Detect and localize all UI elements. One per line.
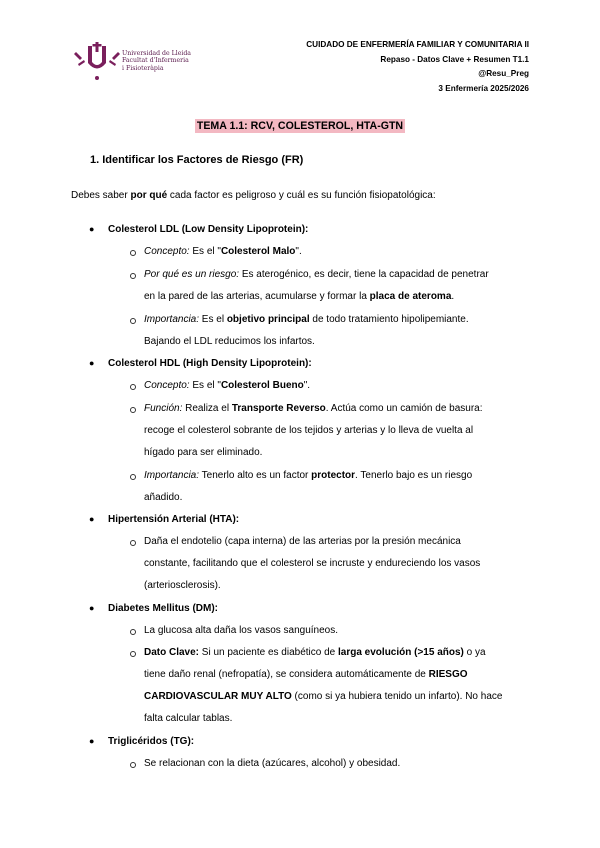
ldl-concept-label: Concepto: bbox=[144, 246, 190, 257]
hdl-func-label: Función: bbox=[144, 403, 183, 414]
logo-line-2: Facultat d'Infermeria bbox=[122, 57, 189, 65]
header-year: 3 Enfermería 2025/2026 bbox=[438, 83, 529, 93]
hdl-concept-end: ". bbox=[303, 380, 311, 391]
ldl-concept-end: ". bbox=[295, 246, 302, 257]
section-heading: 1. Identificar los Factores de Riesgo (FR) bbox=[90, 154, 304, 166]
item-tg-title bbox=[108, 736, 194, 747]
bullet-icon: ● bbox=[89, 736, 95, 746]
hdl-imp-end: . Tenerlo bajo es un riesgo bbox=[355, 470, 473, 481]
dm-key-fact bbox=[144, 647, 486, 658]
hdl-function-line3: hígado para ser eliminado. bbox=[144, 447, 263, 458]
dm-key-line3b: (como si ya hubiera tenido un infarto). No hace bbox=[291, 691, 503, 702]
ldl-why-line2 bbox=[144, 291, 454, 302]
dm-line1: La glucosa alta daña los vasos sanguíneos. bbox=[144, 625, 339, 636]
hta-line3: (arteriosclerosis). bbox=[144, 580, 221, 591]
logo-line-3: i Fisioteràpia bbox=[122, 64, 164, 72]
dm-key-line4: falta calcular tablas. bbox=[144, 713, 233, 724]
ldl-importance bbox=[144, 314, 469, 325]
ldl-concept-bold: Colesterol Malo bbox=[220, 246, 296, 257]
intro-text-c: cada factor es peligroso y cuál es su función fisiopatológica: bbox=[167, 190, 436, 201]
hdl-func-text: Realiza el bbox=[182, 403, 232, 414]
intro-text-a: Debes saber bbox=[71, 190, 131, 201]
logo-line-1: Universidad de Lleida bbox=[122, 50, 191, 57]
ldl-concept-text: Es el " bbox=[189, 246, 221, 257]
intro-text-bold: por qué bbox=[130, 190, 168, 201]
hdl-imp-label: Importancia: bbox=[144, 470, 200, 481]
title-highlight: TEMA 1.1: RCV, COLESTEROL, HTA-GTN bbox=[196, 120, 404, 132]
hdl-function bbox=[144, 403, 483, 414]
bullet-icon: ● bbox=[89, 514, 95, 524]
ldl-concept bbox=[144, 246, 302, 257]
bullet-icon: ● bbox=[89, 603, 95, 613]
tg-line1: Se relacionan con la dieta (azúcares, alcohol) y obesidad. bbox=[144, 758, 401, 769]
ldl-imp-bold: objetivo principal bbox=[226, 314, 310, 325]
hdl-importance bbox=[144, 470, 472, 481]
circle-bullet-icon bbox=[130, 407, 136, 413]
header-course: CUIDADO DE ENFERMERÍA FAMILIAR Y COMUNITARIA II bbox=[306, 40, 529, 49]
bullet-icon: ● bbox=[89, 224, 95, 234]
ldl-title-text: Colesterol LDL (Low Density Lipoprotein): bbox=[108, 224, 309, 235]
hdl-imp-bold: protector bbox=[311, 470, 356, 481]
hdl-concept bbox=[144, 380, 310, 391]
hta-line2: constante, facilitando que el colesterol se incruste y endureciendo los vasos bbox=[144, 558, 481, 569]
hdl-imp-text: Tenerlo alto es un factor bbox=[199, 470, 312, 481]
circle-bullet-icon bbox=[130, 250, 136, 256]
dm-key-line3a: CARDIOVASCULAR MUY ALTO bbox=[144, 691, 292, 702]
university-crest-icon bbox=[74, 40, 120, 82]
dm-key-line2 bbox=[144, 669, 468, 680]
hdl-concept-label: Concepto: bbox=[144, 380, 190, 391]
ldl-why-line2a: en la pared de las arterias, acumularse y formar la bbox=[144, 291, 370, 302]
dm-key-bold: larga evolución (>15 años) bbox=[338, 647, 464, 658]
circle-bullet-icon bbox=[130, 384, 136, 390]
circle-bullet-icon bbox=[130, 474, 136, 480]
ldl-why bbox=[144, 269, 489, 280]
dm-key-text: Si un paciente es diabético de bbox=[199, 647, 338, 658]
dm-title-text: Diabetes Mellitus (DM): bbox=[108, 603, 219, 614]
circle-bullet-icon bbox=[130, 651, 136, 657]
tg-title-text: Triglicéridos (TG): bbox=[108, 736, 195, 747]
item-hdl-title bbox=[108, 358, 312, 369]
circle-bullet-icon bbox=[130, 540, 136, 546]
intro-paragraph bbox=[71, 190, 436, 201]
item-ldl-title bbox=[108, 224, 308, 235]
ldl-why-text: Es aterogénico, es decir, tiene la capacidad de penetrar bbox=[239, 269, 489, 280]
ldl-importance-line2: Bajando el LDL reducimos los infartos. bbox=[144, 336, 315, 347]
dm-key-label: Dato Clave: bbox=[144, 647, 200, 658]
university-logo bbox=[74, 40, 194, 82]
hdl-func-bold: Transporte Reverso bbox=[231, 403, 326, 414]
hdl-func-end: . Actúa como un camión de basura: bbox=[325, 403, 483, 414]
circle-bullet-icon bbox=[130, 629, 136, 635]
dm-key-line2b: RIESGO bbox=[428, 669, 468, 680]
dm-key-line3 bbox=[144, 691, 502, 702]
hdl-concept-bold: Colesterol Bueno bbox=[220, 380, 304, 391]
circle-bullet-icon bbox=[130, 318, 136, 324]
hdl-function-line2: recoge el colesterol sobrante de los tejidos y arterias y lo lleva de vuelta al bbox=[144, 425, 474, 436]
dm-key-end: o ya bbox=[463, 647, 486, 658]
ldl-why-line2c: . bbox=[451, 291, 455, 302]
circle-bullet-icon bbox=[130, 762, 136, 768]
ldl-imp-end: de todo tratamiento hipolipemiante. bbox=[309, 314, 469, 325]
hdl-concept-text: Es el " bbox=[189, 380, 221, 391]
ldl-imp-label: Importancia: bbox=[144, 314, 200, 325]
circle-bullet-icon bbox=[130, 273, 136, 279]
ldl-imp-text: Es el bbox=[199, 314, 227, 325]
dm-key-line2a: tiene daño renal (nefropatía), se considera automáticamente de bbox=[144, 669, 429, 680]
document-title bbox=[0, 120, 600, 132]
document-header bbox=[306, 38, 529, 96]
ldl-why-line2b: placa de ateroma bbox=[369, 291, 452, 302]
header-handle: @Resu_Preg bbox=[478, 69, 529, 79]
hdl-title-text: Colesterol HDL (High Density Lipoprotein): bbox=[108, 358, 312, 369]
hdl-importance-line2: añadido. bbox=[144, 492, 183, 503]
item-hta-title bbox=[108, 514, 239, 525]
ldl-why-label: Por qué es un riesgo: bbox=[144, 269, 240, 280]
hta-line1: Daña el endotelio (capa interna) de las arterias por la presión mecánica bbox=[144, 536, 461, 547]
bullet-icon: ● bbox=[89, 358, 95, 368]
item-dm-title bbox=[108, 603, 218, 614]
header-subtitle: Repaso - Datos Clave + Resumen T1.1 bbox=[380, 54, 529, 64]
hta-title-text: Hipertensión Arterial (HTA): bbox=[108, 514, 240, 525]
